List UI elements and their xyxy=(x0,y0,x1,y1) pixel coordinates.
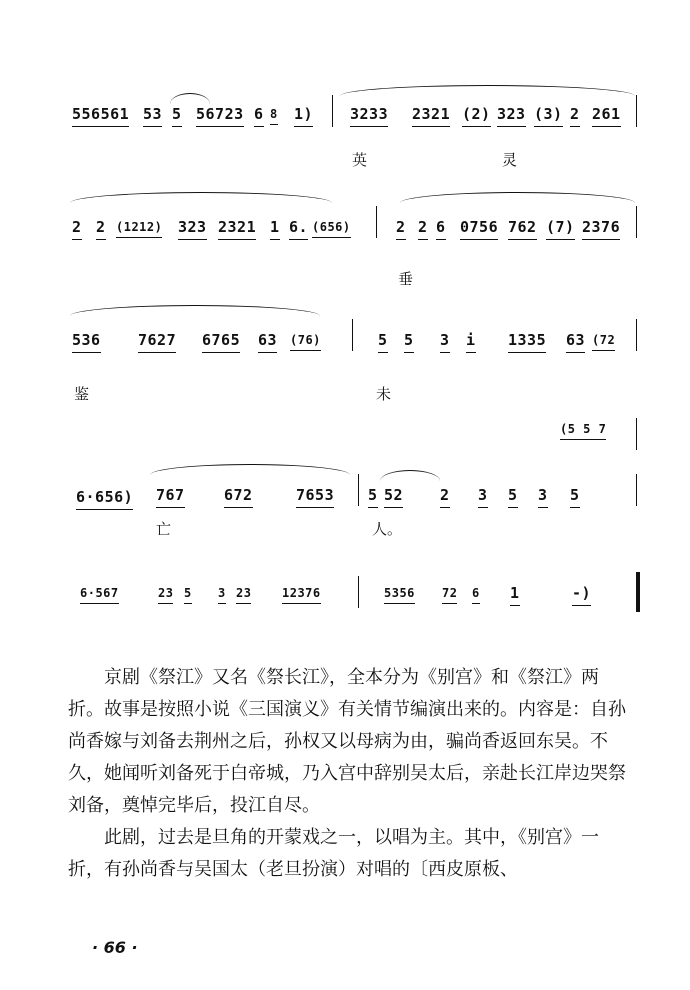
note-group: 3 xyxy=(440,331,450,349)
note-group: 2 xyxy=(96,218,106,236)
note-group: 5 xyxy=(508,486,518,504)
score-row-3 xyxy=(0,305,690,415)
note-group: 2321 xyxy=(412,105,451,123)
note-group: 6 xyxy=(254,105,264,123)
bar-line xyxy=(358,576,359,608)
note-group: 53 xyxy=(143,105,163,123)
note-group: 5 xyxy=(172,105,182,123)
paragraph: 此剧，过去是旦角的开蒙戏之一，以唱为主。其中，《别宫》一折，有孙尚香与吴国太（老旦扮演）对唱的〔西皮原板、 xyxy=(68,827,599,880)
lyric: 人。 xyxy=(372,520,403,538)
note-group: 5 xyxy=(368,486,378,504)
bar-line xyxy=(332,95,333,127)
note-group: (1212) xyxy=(116,220,163,234)
bar-line xyxy=(636,319,637,351)
bar-line xyxy=(352,319,353,351)
note-group: 1335 xyxy=(508,331,547,349)
lyric: 鉴 xyxy=(74,385,90,403)
note-group: 12376 xyxy=(282,586,321,600)
note-group: -) xyxy=(572,584,592,602)
note-group: 672 xyxy=(224,486,253,504)
bar-line xyxy=(358,474,359,506)
grace-note: 8 xyxy=(270,107,278,121)
note-group: 6 xyxy=(436,218,446,236)
note-group: (2) xyxy=(462,105,491,123)
note-group: 323 xyxy=(178,218,207,236)
note-group: 767 xyxy=(156,486,185,504)
note-group: 7653 xyxy=(296,486,335,504)
lyric: 未 xyxy=(376,385,392,403)
note-group: 7627 xyxy=(138,331,177,349)
note-group: 2 xyxy=(570,105,580,123)
note-group: 323 xyxy=(497,105,526,123)
lyric: 垂 xyxy=(398,270,414,288)
note-group: (76) xyxy=(290,333,321,347)
note-group: 23 xyxy=(158,586,174,600)
note-group: 3 xyxy=(478,486,488,504)
note-group: 2 xyxy=(72,218,82,236)
note-group: 2 xyxy=(396,218,406,236)
note-group: 6. xyxy=(289,218,309,236)
note-group: 23 xyxy=(236,586,252,600)
note-group: 261 xyxy=(592,105,621,123)
note-group: 72 xyxy=(442,586,458,600)
note-group: 6·567 xyxy=(80,586,119,600)
note-group: (5 5 7 xyxy=(560,422,607,436)
note-group: 5356 xyxy=(384,586,415,600)
bar-line xyxy=(636,206,637,238)
note-group: (3) xyxy=(534,105,563,123)
page-number: · 66 · xyxy=(92,938,138,957)
note-group: 1 xyxy=(510,584,520,602)
note-group: 2321 xyxy=(218,218,257,236)
paragraph: 京剧《祭江》又名《祭长江》，全本分为《别宫》和《祭江》两折。故事是按照小说《三国演义》有关情节编演出来的。内容是：自孙尚香嫁与刘备去荆州之后，孙权又以母病为由，骗尚香返回东吴。不久，她闻听刘备死于白帝城，乃入宫中辞别吴太后，亲赴长江岸边哭祭刘备，奠悼完毕后，投江自尽。 xyxy=(68,667,626,816)
note-group: 3 xyxy=(218,586,226,600)
lyric: 灵 xyxy=(502,151,518,169)
note-group: 52 xyxy=(384,486,404,504)
note-group: 56723 xyxy=(196,105,244,123)
note-group: (7) xyxy=(546,218,575,236)
note-group: 5 xyxy=(404,331,414,349)
note-group: 556561 xyxy=(72,105,130,123)
score-row-2 xyxy=(0,188,690,298)
lyric: 英 xyxy=(352,151,368,169)
final-bar-line xyxy=(636,572,640,612)
note-group: 6·656) xyxy=(76,488,134,506)
body-text xyxy=(68,662,628,886)
note-group: 6 xyxy=(472,586,480,600)
note-group: 1 xyxy=(270,218,280,236)
note-group: 762 xyxy=(508,218,537,236)
note-group: 2 xyxy=(418,218,428,236)
note-group: (656) xyxy=(312,220,351,234)
note-group: 2376 xyxy=(582,218,621,236)
note-group: 6765 xyxy=(202,331,241,349)
bar-line xyxy=(636,418,637,450)
note-group: 63 xyxy=(566,331,586,349)
score-row-1 xyxy=(0,85,690,195)
note-group: 3 xyxy=(538,486,548,504)
note-group: (72 xyxy=(592,333,616,347)
note-group: 63 xyxy=(258,331,278,349)
note-group: 5 xyxy=(184,586,192,600)
lyric: 亡 xyxy=(156,520,172,538)
note-group: i xyxy=(466,331,476,349)
bar-line xyxy=(376,206,377,238)
note-group: 3233 xyxy=(350,105,389,123)
note-group: 5 xyxy=(378,331,388,349)
note-group: 2 xyxy=(440,486,450,504)
bar-line xyxy=(636,95,637,127)
score-row-4 xyxy=(0,418,690,538)
note-group: 1) xyxy=(294,105,314,123)
note-group: 0756 xyxy=(460,218,499,236)
bar-line xyxy=(636,474,637,506)
note-group: 5 xyxy=(570,486,580,504)
note-group: 536 xyxy=(72,331,101,349)
